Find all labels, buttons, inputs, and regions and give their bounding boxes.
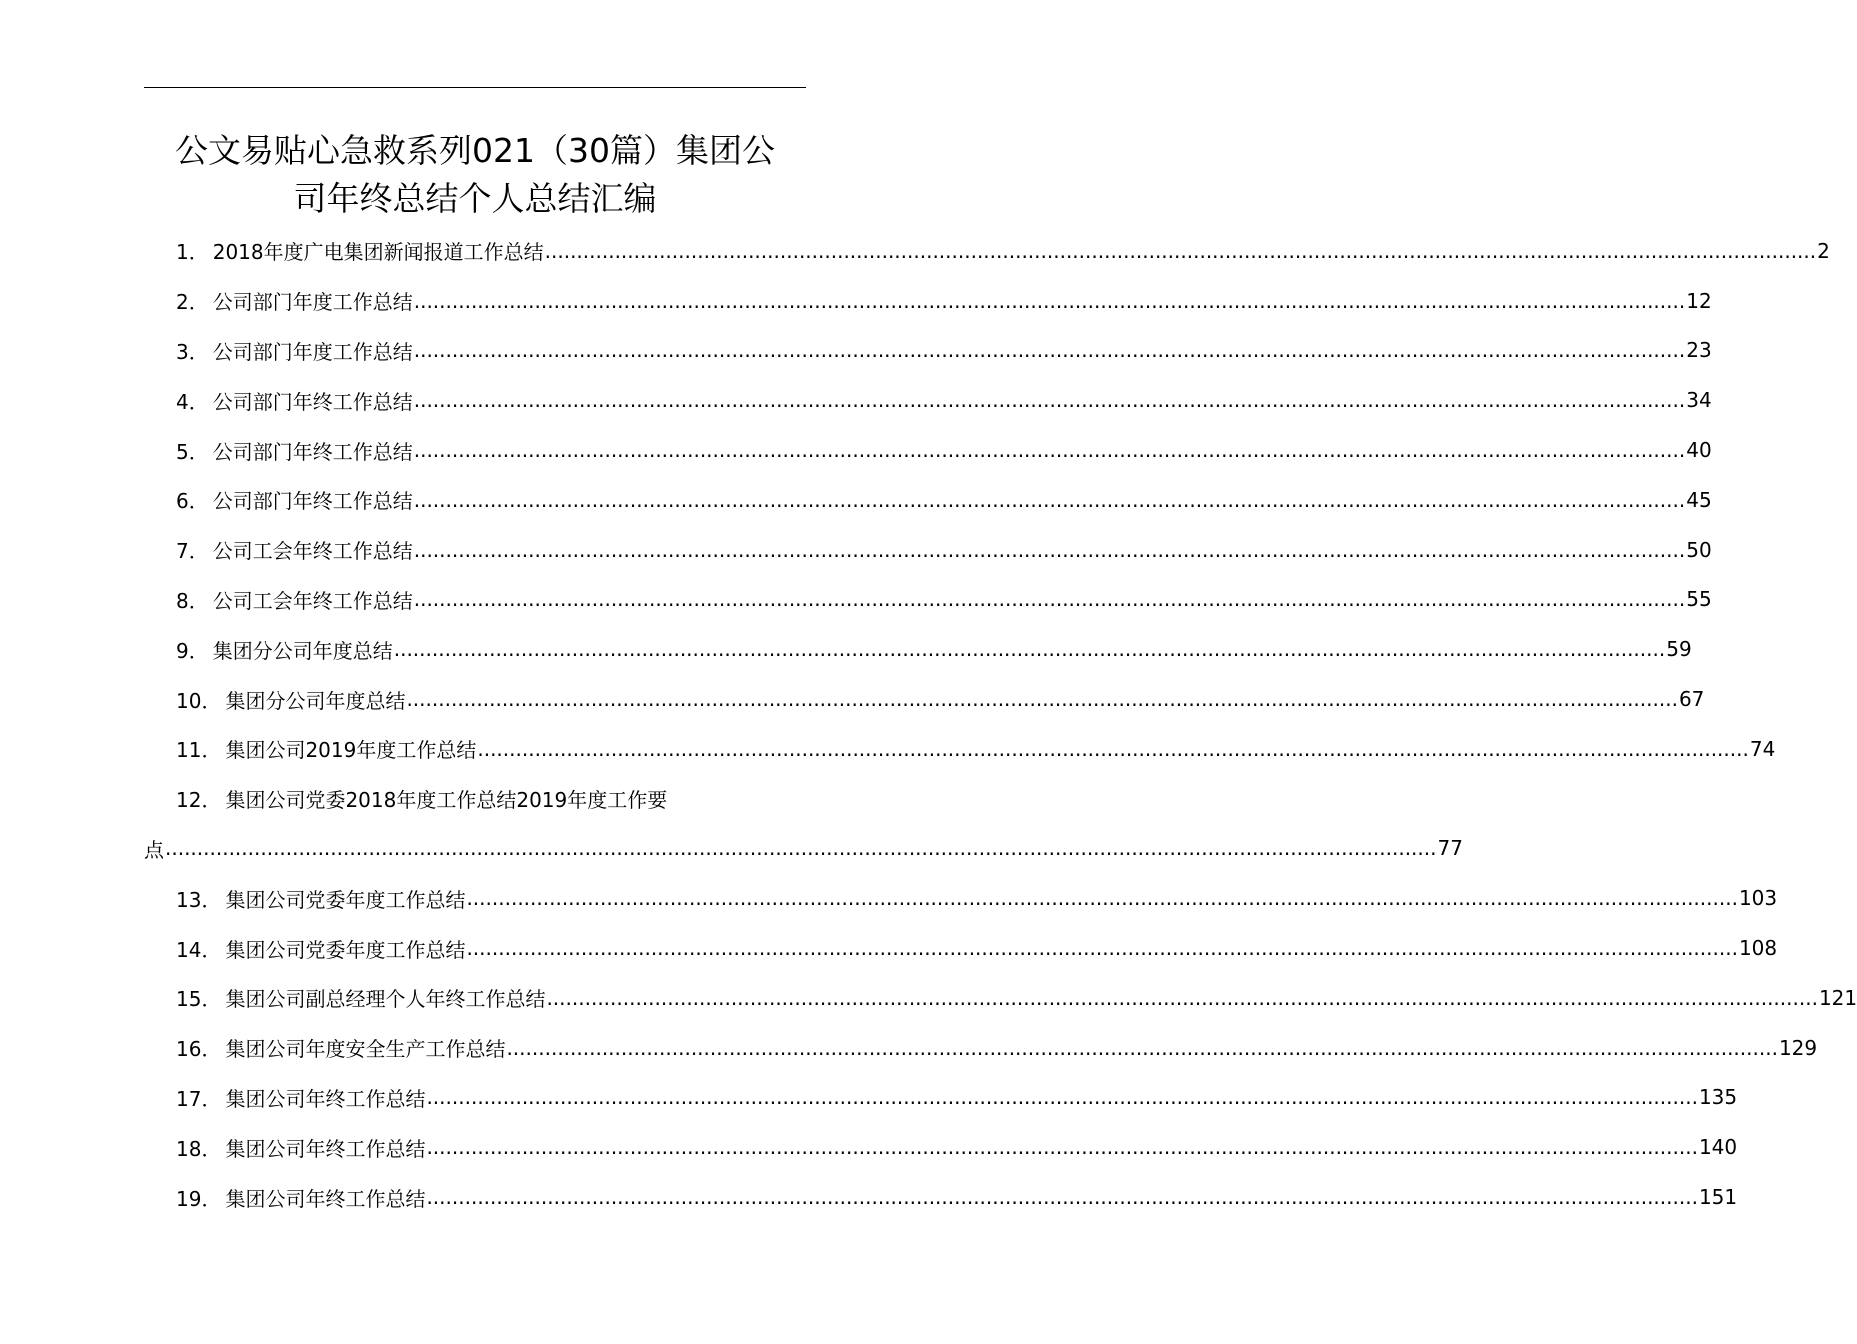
header-rule — [144, 87, 806, 88]
toc-entry-title-continued: 点 — [144, 837, 164, 862]
toc-entry-number: 8． — [176, 588, 209, 613]
toc-entry-page: 34 — [1686, 388, 1712, 413]
toc-entry-number: 11． — [176, 738, 222, 763]
toc-entry-title: 集团公司副总经理个人年终工作总结 — [225, 987, 546, 1012]
toc-entry-continuation[interactable] — [144, 824, 1463, 874]
toc-entry-number: 15． — [176, 987, 222, 1012]
toc-entry-page: 50 — [1686, 537, 1712, 562]
toc-entry[interactable] — [144, 375, 1712, 425]
toc-leader-dots: ........................................................................................................................................................................................................ — [413, 338, 1686, 363]
title-line-1: 公文易贴心急救系列021（30篇）集团公 — [175, 131, 775, 170]
toc-leader-dots: ........................................................................................................................................................................................................ — [413, 438, 1686, 463]
toc-entry-title: 集团公司年终工作总结 — [225, 1136, 426, 1161]
toc-entry[interactable] — [144, 276, 1712, 326]
toc-entry-number: 17． — [176, 1086, 222, 1111]
toc-leader-dots: ........................................................................................................................................................................................................ — [426, 1085, 1698, 1110]
toc-entry-number: 6． — [176, 489, 209, 514]
toc-entry-page: 74 — [1749, 736, 1776, 761]
toc-entry-page: 108 — [1738, 936, 1778, 961]
toc-entry-number: 10． — [176, 688, 222, 713]
toc-entry[interactable] — [144, 326, 1712, 376]
toc-entry-page: 40 — [1686, 438, 1712, 463]
toc-leader-dots: ........................................................................................................................................................................................................ — [466, 936, 1738, 961]
toc-entry[interactable] — [144, 226, 1830, 276]
toc-leader-dots: ........................................................................................................................................................................................................ — [426, 1185, 1698, 1210]
toc-entry[interactable] — [144, 525, 1712, 575]
toc-entry-number: 16． — [176, 1037, 222, 1062]
toc-entry[interactable] — [144, 973, 1857, 1023]
toc-entry-page: 129 — [1778, 1035, 1818, 1060]
toc-entry-number: 1． — [176, 240, 209, 265]
toc-entry-number: 4． — [176, 389, 209, 414]
toc-entry[interactable] — [144, 923, 1778, 973]
toc-entry-number: 14． — [176, 937, 222, 962]
toc-entry-page: 12 — [1686, 288, 1712, 313]
toc-leader-dots: ........................................................................................................................................................................................................ — [506, 1035, 1778, 1060]
toc-entry[interactable] — [144, 624, 1692, 674]
toc-entry-number: 12． — [176, 788, 222, 813]
toc-entry[interactable] — [144, 425, 1712, 475]
toc-entry-page: 140 — [1698, 1135, 1738, 1160]
toc-entry[interactable] — [144, 774, 806, 824]
document-title — [144, 127, 806, 223]
toc-entry-title: 2018年度广电集团新闻报道工作总结 — [212, 240, 544, 265]
toc-entry-page: 55 — [1686, 587, 1712, 612]
toc-entry-number: 5． — [176, 439, 209, 464]
toc-entry-page: 2 — [1817, 238, 1830, 263]
toc-entry-page: 59 — [1666, 637, 1692, 662]
toc-entry-number: 3． — [176, 339, 209, 364]
toc-leader-dots: ........................................................................................................................................................................................................ — [426, 1135, 1698, 1160]
toc-leader-dots: ........................................................................................................................................................................................................ — [477, 736, 1749, 761]
toc-entry-page: 45 — [1686, 487, 1712, 512]
toc-leader-dots: ........................................................................................................................................................................................................ — [466, 886, 1738, 911]
toc-entry[interactable] — [144, 1122, 1738, 1172]
toc-entry-title: 公司部门年终工作总结 — [212, 439, 413, 464]
toc-leader-dots: ........................................................................................................................................................................................................ — [413, 587, 1686, 612]
toc-entry-title: 集团分公司年度总结 — [212, 638, 393, 663]
toc-entry[interactable] — [144, 873, 1778, 923]
toc-entry-number: 13． — [176, 887, 222, 912]
toc-entry-number: 2． — [176, 290, 209, 315]
toc-entry-title: 集团分公司年度总结 — [225, 688, 406, 713]
toc-leader-dots: ........................................................................................................................................................................................................ — [393, 637, 1666, 662]
toc-entry-title: 集团公司年终工作总结 — [225, 1186, 426, 1211]
toc-entry-title: 公司部门年度工作总结 — [212, 339, 413, 364]
toc-leader-dots: ........................................................................................................................................................................................................ — [413, 487, 1686, 512]
toc-entry-number: 7． — [176, 539, 209, 564]
toc-entry-title: 公司部门年终工作总结 — [212, 489, 413, 514]
toc-entry[interactable] — [144, 575, 1712, 625]
toc-entry-number: 18． — [176, 1136, 222, 1161]
toc-entry[interactable] — [144, 724, 1776, 774]
toc-entry-title: 公司工会年终工作总结 — [212, 588, 413, 613]
toc-entry-page: 103 — [1738, 886, 1778, 911]
toc-entry-title: 集团公司年终工作总结 — [225, 1086, 426, 1111]
toc-entry-page: 135 — [1698, 1085, 1738, 1110]
toc-entry-title: 公司部门年终工作总结 — [212, 389, 413, 414]
toc-leader-dots: ........................................................................................................................................................................................................ — [544, 238, 1817, 263]
toc-entry-page: 151 — [1698, 1185, 1738, 1210]
toc-leader-dots: ........................................................................................................................................................................................................ — [413, 537, 1686, 562]
toc-entry-page: 121 — [1818, 985, 1857, 1010]
toc-entry-title: 集团公司党委2018年度工作总结2019年度工作要 — [225, 788, 668, 813]
toc-entry[interactable] — [144, 674, 1705, 724]
toc-entry-title: 集团公司2019年度工作总结 — [225, 738, 477, 763]
toc-leader-dots: ........................................................................................................................................................................................................ — [165, 836, 1437, 861]
toc-entry-number: 9． — [176, 638, 209, 663]
toc-entry-page: 67 — [1678, 687, 1705, 712]
toc-entry-title: 集团公司党委年度工作总结 — [225, 937, 466, 962]
toc-entry-title: 集团公司年度安全生产工作总结 — [225, 1037, 506, 1062]
toc-leader-dots: ........................................................................................................................................................................................................ — [406, 687, 1678, 712]
toc-leader-dots: ........................................................................................................................................................................................................ — [413, 288, 1686, 313]
table-of-contents — [144, 226, 1857, 1222]
toc-entry-title: 集团公司党委年度工作总结 — [225, 887, 466, 912]
toc-entry-title: 公司工会年终工作总结 — [212, 539, 413, 564]
toc-entry-page: 23 — [1686, 338, 1712, 363]
toc-entry[interactable] — [144, 1023, 1818, 1073]
toc-leader-dots: ........................................................................................................................................................................................................ — [413, 388, 1686, 413]
toc-entry-page: 77 — [1437, 836, 1463, 861]
title-line-2: 司年终总结个人总结汇编 — [293, 179, 657, 218]
toc-entry[interactable] — [144, 1172, 1738, 1222]
toc-entry[interactable] — [144, 475, 1712, 525]
toc-entry[interactable] — [144, 1073, 1738, 1123]
toc-entry-title: 公司部门年度工作总结 — [212, 290, 413, 315]
toc-leader-dots: ........................................................................................................................................................................................................ — [546, 985, 1818, 1010]
toc-entry-number: 19． — [176, 1186, 222, 1211]
